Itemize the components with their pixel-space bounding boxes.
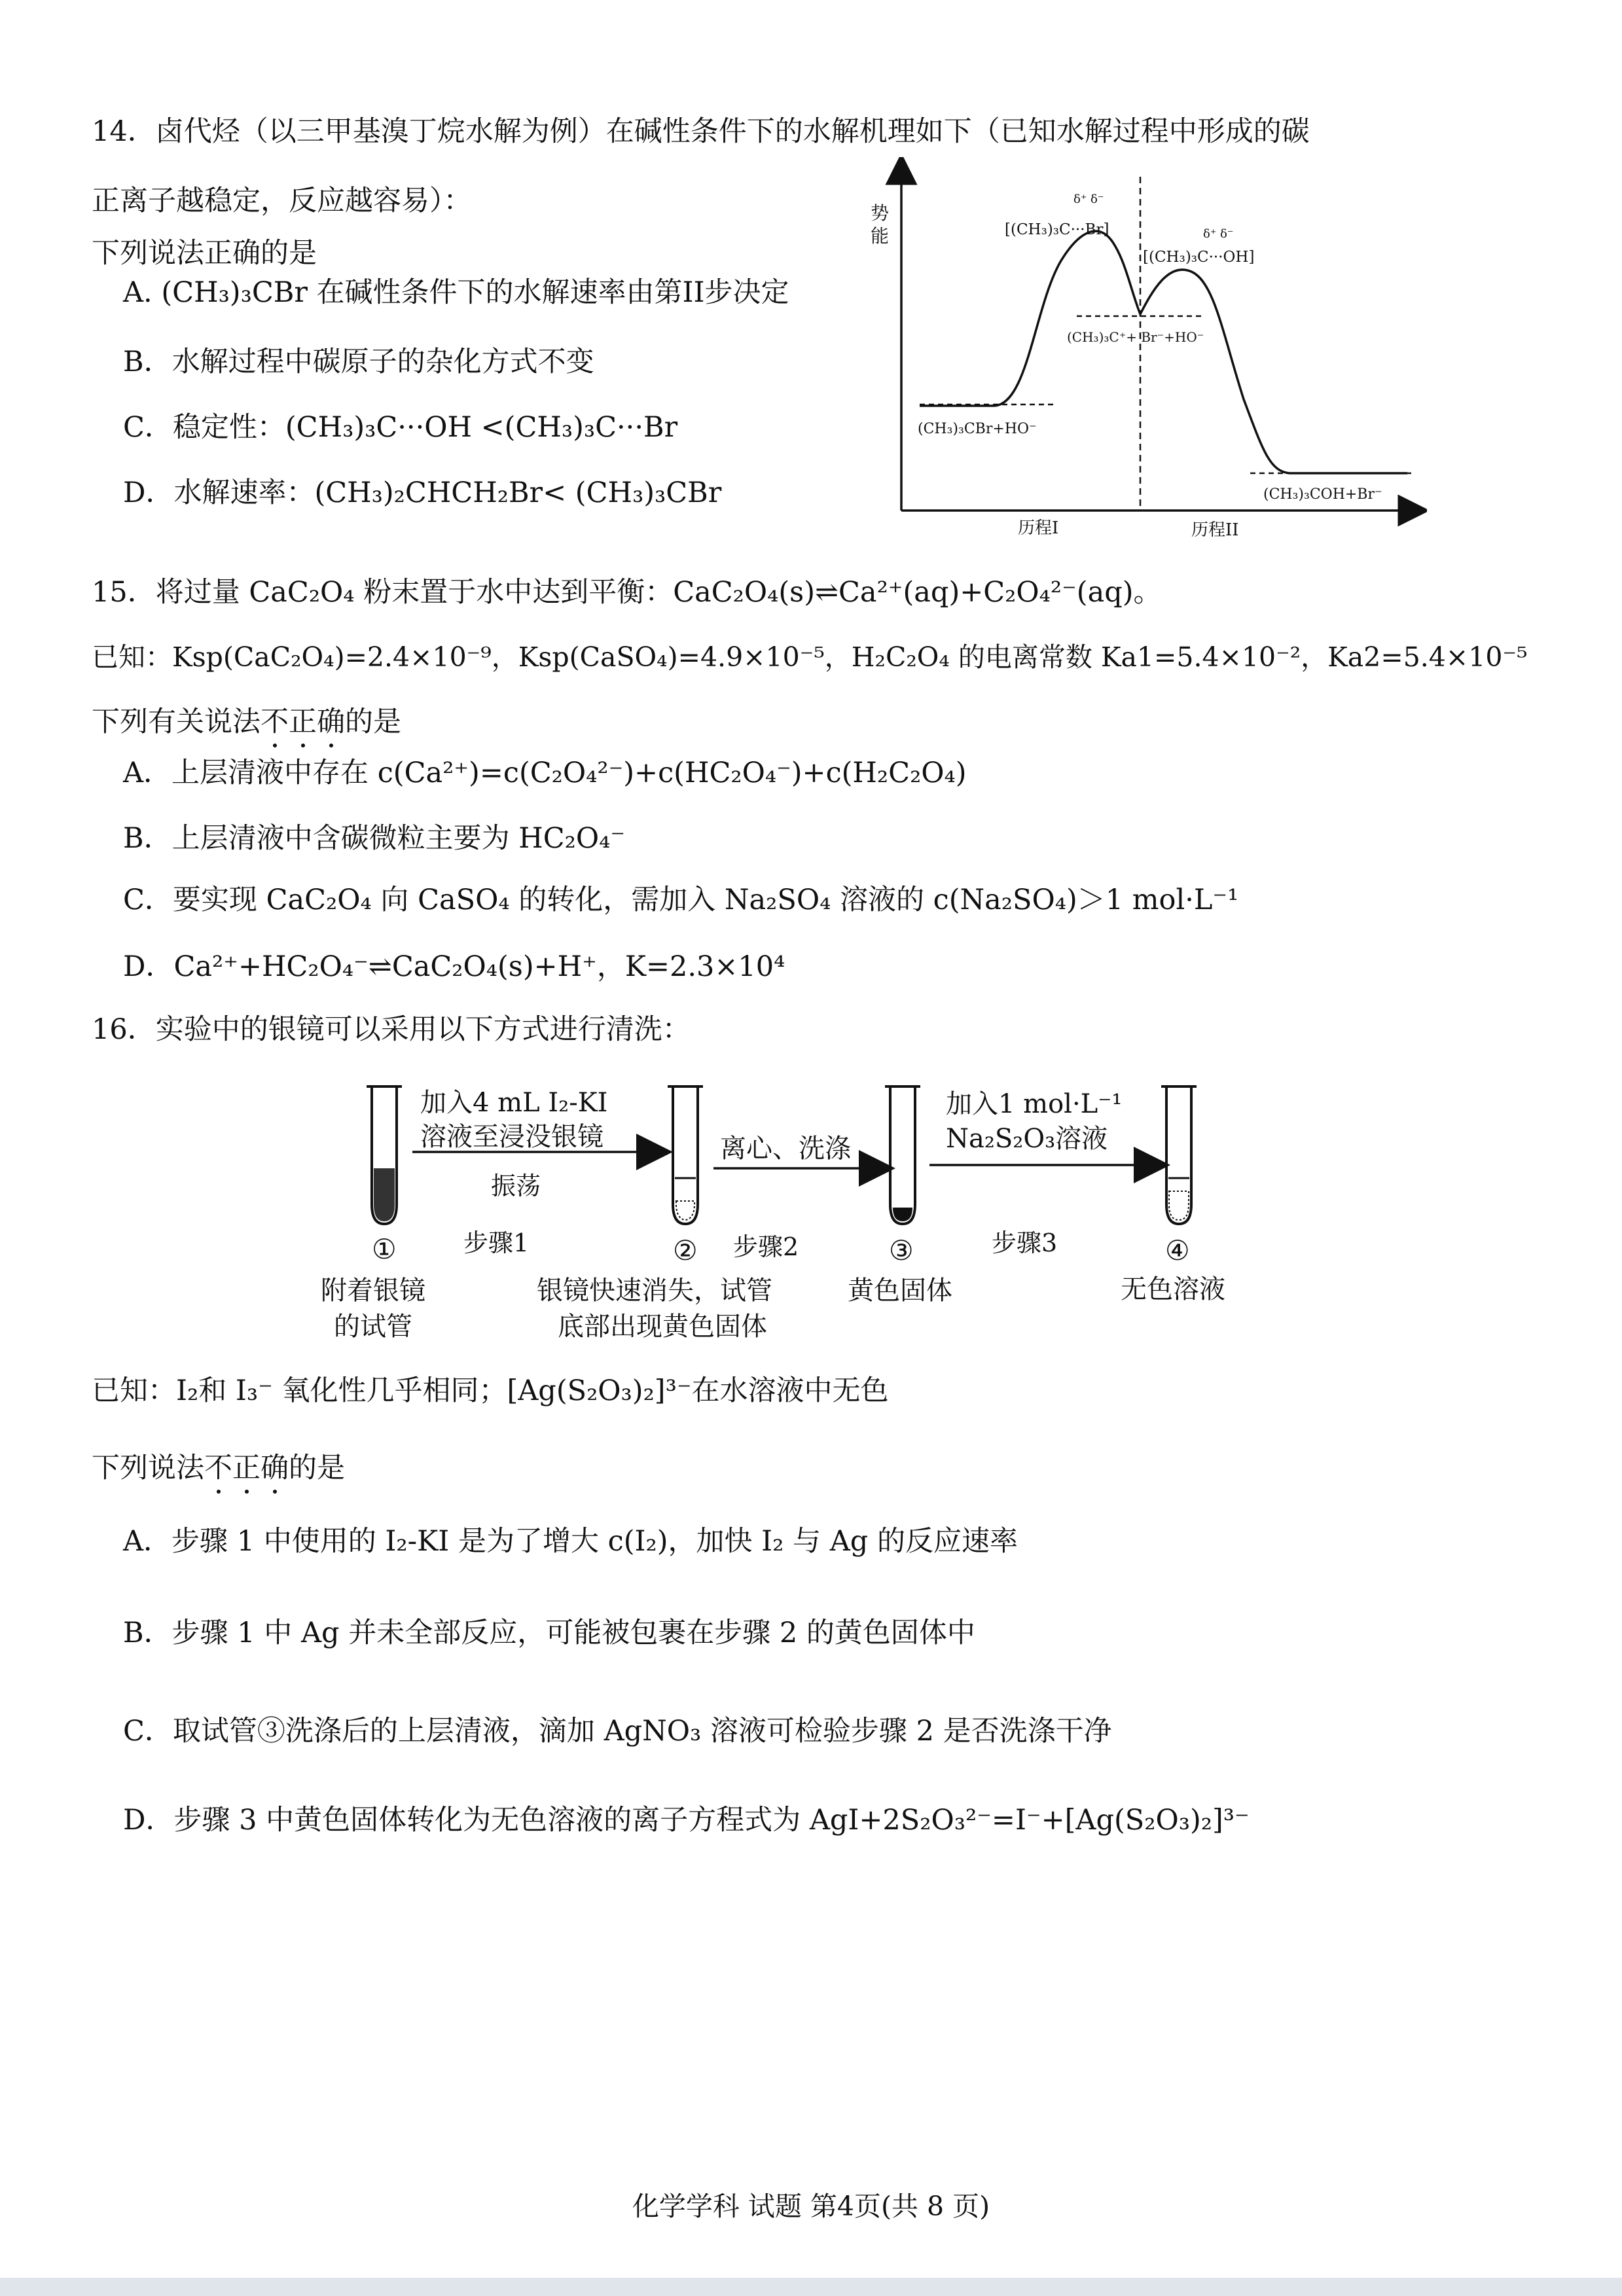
intermediate-label: (CH₃)₃C⁺+ Br⁻+HO⁻ (1067, 329, 1204, 345)
q16-option-b: B．步骤 1 中 Ag 并未全部反应，可能被包裹在步骤 2 的黄色固体中 (123, 1617, 975, 1649)
ts1-label: [(CH₃)₃C···Br] (1005, 221, 1109, 238)
q16-option-a: A．步骤 1 中使用的 I₂-KI 是为了增大 c(I₂)，加快 I₂ 与 Ag 的反应速率 (123, 1525, 1018, 1558)
tube-4-number: ④ (1165, 1234, 1190, 1266)
q15-stem: 15．将过量 CaC₂O₄ 粉末置于水中达到平衡：CaC₂O₄(s)⇌Ca²⁺(aq)+C₂O₄²⁻(aq)。 (92, 576, 1162, 609)
step-1-reagent: 加入4 mL I₂-KI (420, 1088, 608, 1118)
q15-question: 下列有关说法不正确的是 (92, 706, 401, 738)
step-3-label: 步骤3 (992, 1229, 1058, 1257)
ts2-charges: δ⁺ δ⁻ (1203, 227, 1234, 241)
page-footer: 化学学科 试题 第4页(共 8 页) (632, 2191, 990, 2222)
reactants-label: (CH₃)₃CBr+HO⁻ (918, 421, 1037, 437)
scan-edge (0, 2278, 1622, 2296)
tube-2-number: ② (673, 1234, 698, 1266)
test-tube-4 (1161, 1086, 1197, 1224)
energy-profile-diagram (838, 157, 1427, 537)
tube-2-caption-line2: 底部出现黄色固体 (558, 1312, 767, 1342)
q14-option-b: B．水解过程中碳原子的杂化方式不变 (123, 346, 594, 378)
q16-option-c: C．取试管③洗涤后的上层清液，滴加 AgNO₃ 溶液可检验步骤 2 是否洗涤干净 (123, 1715, 1112, 1748)
q16-question: 下列说法不正确的是 (92, 1452, 345, 1484)
tube-1-number: ① (372, 1233, 397, 1265)
tube-1-caption: 附着银镜 (321, 1276, 425, 1306)
tube-1-caption-line2: 的试管 (334, 1312, 412, 1342)
q15-option-c: C．要实现 CaC₂O₄ 向 CaSO₄ 的转化，需加入 Na₂SO₄ 溶液的 c(Na₂SO₄)＞1 mol·L⁻¹ (123, 884, 1239, 916)
x-label-stage-2: 历程II (1191, 520, 1239, 537)
step-2-action: 离心、洗涤 (720, 1134, 851, 1164)
q15-option-b: B．上层清液中含碳微粒主要为 HC₂O₄⁻ (123, 822, 626, 855)
products-label: (CH₃)₃COH+Br⁻ (1263, 486, 1382, 503)
test-tube-2 (668, 1086, 703, 1224)
test-tube-3 (885, 1086, 920, 1224)
ts1-charges: δ⁺ δ⁻ (1073, 192, 1104, 206)
step-3-reagent-line2: Na₂S₂O₃溶液 (946, 1124, 1108, 1154)
q14-stem-line2: 正离子越稳定，反应越容易）： (92, 185, 472, 217)
tube-2-caption: 银镜快速消失，试管 (537, 1276, 772, 1306)
q14-option-a: A. (CH₃)₃CBr 在碱性条件下的水解速率由第II步决定 (123, 276, 789, 309)
step-1-reagent-line2: 溶液至浸没银镜 (420, 1122, 604, 1152)
test-tube-1 (367, 1086, 402, 1224)
q15-option-a: A．上层清液中存在 c(Ca²⁺)=c(C₂O₄²⁻)+c(HC₂O₄⁻)+c(H₂C₂O₄) (123, 757, 967, 789)
step-1-action: 振荡 (491, 1172, 541, 1200)
tube-3-caption: 黄色固体 (848, 1276, 952, 1306)
step-3-reagent: 加入1 mol·L⁻¹ (946, 1089, 1123, 1119)
q14-option-c: C．稳定性：(CH₃)₃C···OH <(CH₃)₃C···Br (123, 411, 678, 444)
q16-known: 已知：I₂和 I₃⁻ 氧化性几乎相同；[Ag(S₂O₃)₂]³⁻在水溶液中无色 (92, 1374, 889, 1407)
y-axis-label-2: 能 (871, 225, 890, 247)
tube-3-number: ③ (889, 1234, 914, 1266)
silver-mirror-cleaning-diagram (314, 1073, 1283, 1348)
q14-stem-line1: 14．卤代烃（以三甲基溴丁烷水解为例）在碱性条件下的水解机理如下（已知水解过程中形成的碳 (92, 115, 1310, 148)
q15-known-constants: 已知：Ksp(CaC₂O₄)=2.4×10⁻⁹，Ksp(CaSO₄)=4.9×10⁻⁵，H₂C₂O₄ 的电离常数 Ka1=5.4×10⁻²，Ka2=5.4×10⁻⁵ (92, 641, 1528, 673)
q16-option-d: D．步骤 3 中黄色固体转化为无色溶液的离子方程式为 AgI+2S₂O₃²⁻=I⁻+[Ag(S₂O₃)₂]³⁻ (123, 1804, 1250, 1837)
q14-question: 下列说法正确的是 (92, 237, 317, 270)
ts2-label: [(CH₃)₃C···OH] (1143, 249, 1255, 266)
step-2-label: 步骤2 (733, 1232, 799, 1261)
tube-4-caption: 无色溶液 (1121, 1274, 1225, 1304)
q14-option-d: D．水解速率：(CH₃)₂CHCH₂Br< (CH₃)₃CBr (123, 476, 722, 509)
x-label-stage-1: 历程I (1018, 518, 1059, 537)
y-axis-label: 势 (871, 202, 890, 224)
q16-stem: 16．实验中的银镜可以采用以下方式进行清洗： (92, 1013, 691, 1046)
q15-option-d: D．Ca²⁺+HC₂O₄⁻⇌CaC₂O₄(s)+H⁺，K=2.3×10⁴ (123, 950, 785, 983)
step-1-label: 步骤1 (463, 1229, 530, 1257)
